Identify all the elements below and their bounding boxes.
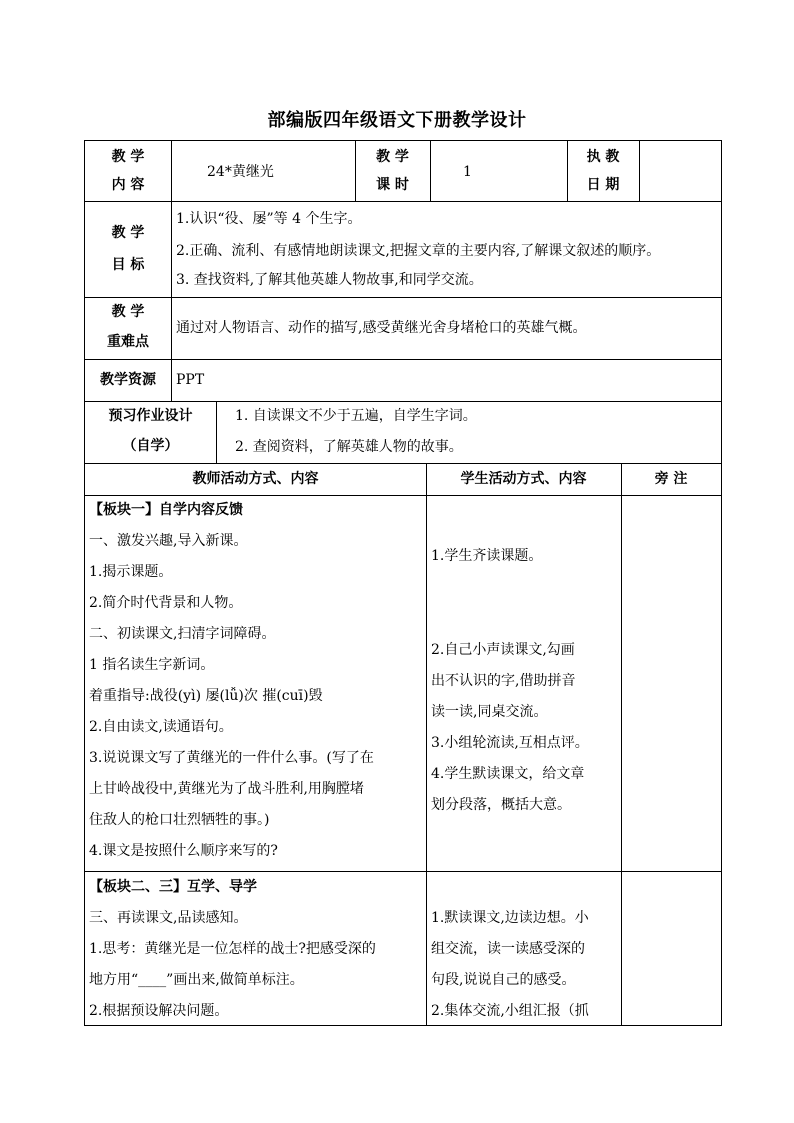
block1-teacher-line: 1 指名读生字新词。 bbox=[89, 657, 215, 673]
col-divider bbox=[171, 201, 172, 401]
goals-label: 目 标 bbox=[111, 257, 145, 273]
block1-teacher-line: 2.简介时代背景和人物。 bbox=[89, 595, 243, 611]
block1-teacher-line: 3.说说课文写了黄继光的一件什么事。(写了在 bbox=[89, 750, 374, 766]
resources-label: 教学资源 bbox=[100, 372, 156, 388]
row-divider bbox=[85, 463, 721, 464]
content-label: 内 容 bbox=[111, 177, 145, 193]
block2-teacher-line: 三、再读课文,品读感知。 bbox=[89, 910, 248, 926]
block1-student-line: 读一读,同桌交流。 bbox=[431, 704, 548, 720]
block1-teacher-line: 住敌人的枪口壮烈牺牲的事。) bbox=[89, 812, 270, 828]
preview-item: 1. 自读课文不少于五遍，自学生字词。 bbox=[235, 408, 477, 424]
block2-student-line: 1.默读课文,边读边想。小 bbox=[431, 910, 589, 926]
teacher-column-header: 教师活动方式、内容 bbox=[192, 471, 319, 487]
goals-label: 教 学 bbox=[111, 225, 145, 241]
date-label: 日 期 bbox=[586, 177, 620, 193]
col-divider bbox=[430, 141, 431, 201]
content-label: 教 学 bbox=[111, 149, 145, 165]
key-points-label: 重难点 bbox=[107, 334, 149, 350]
preview-label: 预习作业设计 bbox=[108, 408, 193, 424]
date-label: 执 教 bbox=[586, 149, 620, 165]
block1-teacher-line: 4.课文是按照什么顺序来写的? bbox=[89, 843, 278, 859]
block2-teacher-line: 1.思考：黄继光是一位怎样的战士?把感受深的 bbox=[89, 941, 376, 957]
content-value: 24*黄继光 bbox=[207, 164, 274, 180]
student-column-header: 学生活动方式、内容 bbox=[460, 471, 587, 487]
key-points-text: 通过对人物语言、动作的描写,感受黄继光舍身堵枪口的英雄气概。 bbox=[176, 320, 587, 336]
row-divider bbox=[85, 201, 721, 202]
block1-teacher-line: 一、激发兴趣,导入新课。 bbox=[89, 533, 248, 549]
preview-label: （自学） bbox=[122, 438, 179, 454]
row-divider bbox=[85, 495, 721, 496]
key-points-label: 教 学 bbox=[111, 304, 145, 320]
col-divider bbox=[171, 141, 172, 201]
block1-student-line: 2.自己小声读课文,勾画 bbox=[431, 642, 575, 658]
hours-label: 课 时 bbox=[376, 177, 409, 193]
lesson-plan-table bbox=[84, 140, 722, 1026]
col-divider bbox=[216, 401, 217, 463]
preview-item: 2. 查阅资料，了解英雄人物的故事。 bbox=[235, 439, 463, 455]
block2-student-line: 句段,说说自己的感受。 bbox=[431, 972, 576, 988]
block2-heading: 【板块二、三】互学、导学 bbox=[89, 879, 257, 895]
goal-item: 1.认识“役、屡”等 4 个生字。 bbox=[176, 211, 362, 227]
hours-label: 教 学 bbox=[376, 149, 409, 165]
row-divider bbox=[85, 401, 721, 402]
row-divider bbox=[85, 359, 721, 360]
block1-teacher-line: 2.自由读文,读通语句。 bbox=[89, 719, 233, 735]
hours-value: 1 bbox=[463, 164, 472, 180]
resources-text: PPT bbox=[176, 372, 205, 388]
row-divider bbox=[85, 871, 721, 872]
block1-teacher-line: 着重指导:战役(yì) 屡(lǚ)次 摧(cuī)毁 bbox=[89, 688, 323, 704]
block1-student-line: 划分段落，概括大意。 bbox=[431, 797, 571, 813]
block2-student-line: 2.集体交流,小组汇报（抓 bbox=[431, 1003, 589, 1019]
block1-student-line: 4.学生默读课文，给文章 bbox=[431, 766, 585, 782]
block1-student-line: 出不认识的字,借助拼音 bbox=[431, 673, 576, 689]
block1-heading: 【板块一】自学内容反馈 bbox=[89, 502, 243, 518]
col-divider bbox=[426, 463, 427, 1025]
block1-student-line: 1.学生齐读课题。 bbox=[431, 548, 543, 564]
block1-teacher-line: 二、初读课文,扫清字词障碍。 bbox=[89, 626, 276, 642]
block2-teacher-line: 2.根据预设解决问题。 bbox=[89, 1003, 229, 1019]
block1-teacher-line: 上甘岭战役中,黄继光为了战斗胜利,用胸膛堵 bbox=[89, 781, 364, 797]
block1-teacher-line: 1.揭示课题。 bbox=[89, 564, 173, 580]
row-divider bbox=[85, 297, 721, 298]
goal-item: 3. 查找资料,了解其他英雄人物故事,和同学交流。 bbox=[176, 272, 483, 288]
col-divider bbox=[621, 463, 622, 1025]
goal-item: 2.正确、流利、有感情地朗读课文,把握文章的主要内容,了解课文叙述的顺序。 bbox=[176, 243, 661, 259]
notes-column-header: 旁 注 bbox=[654, 471, 688, 487]
col-divider bbox=[639, 141, 640, 201]
block1-student-line: 3.小组轮流读,互相点评。 bbox=[431, 735, 589, 751]
block2-teacher-line: 地方用“____”画出来,做简单标注。 bbox=[89, 972, 304, 988]
page-title: 部编版四年级语文下册教学设计 bbox=[267, 110, 527, 131]
block2-student-line: 组交流，读一读感受深的 bbox=[431, 941, 585, 957]
